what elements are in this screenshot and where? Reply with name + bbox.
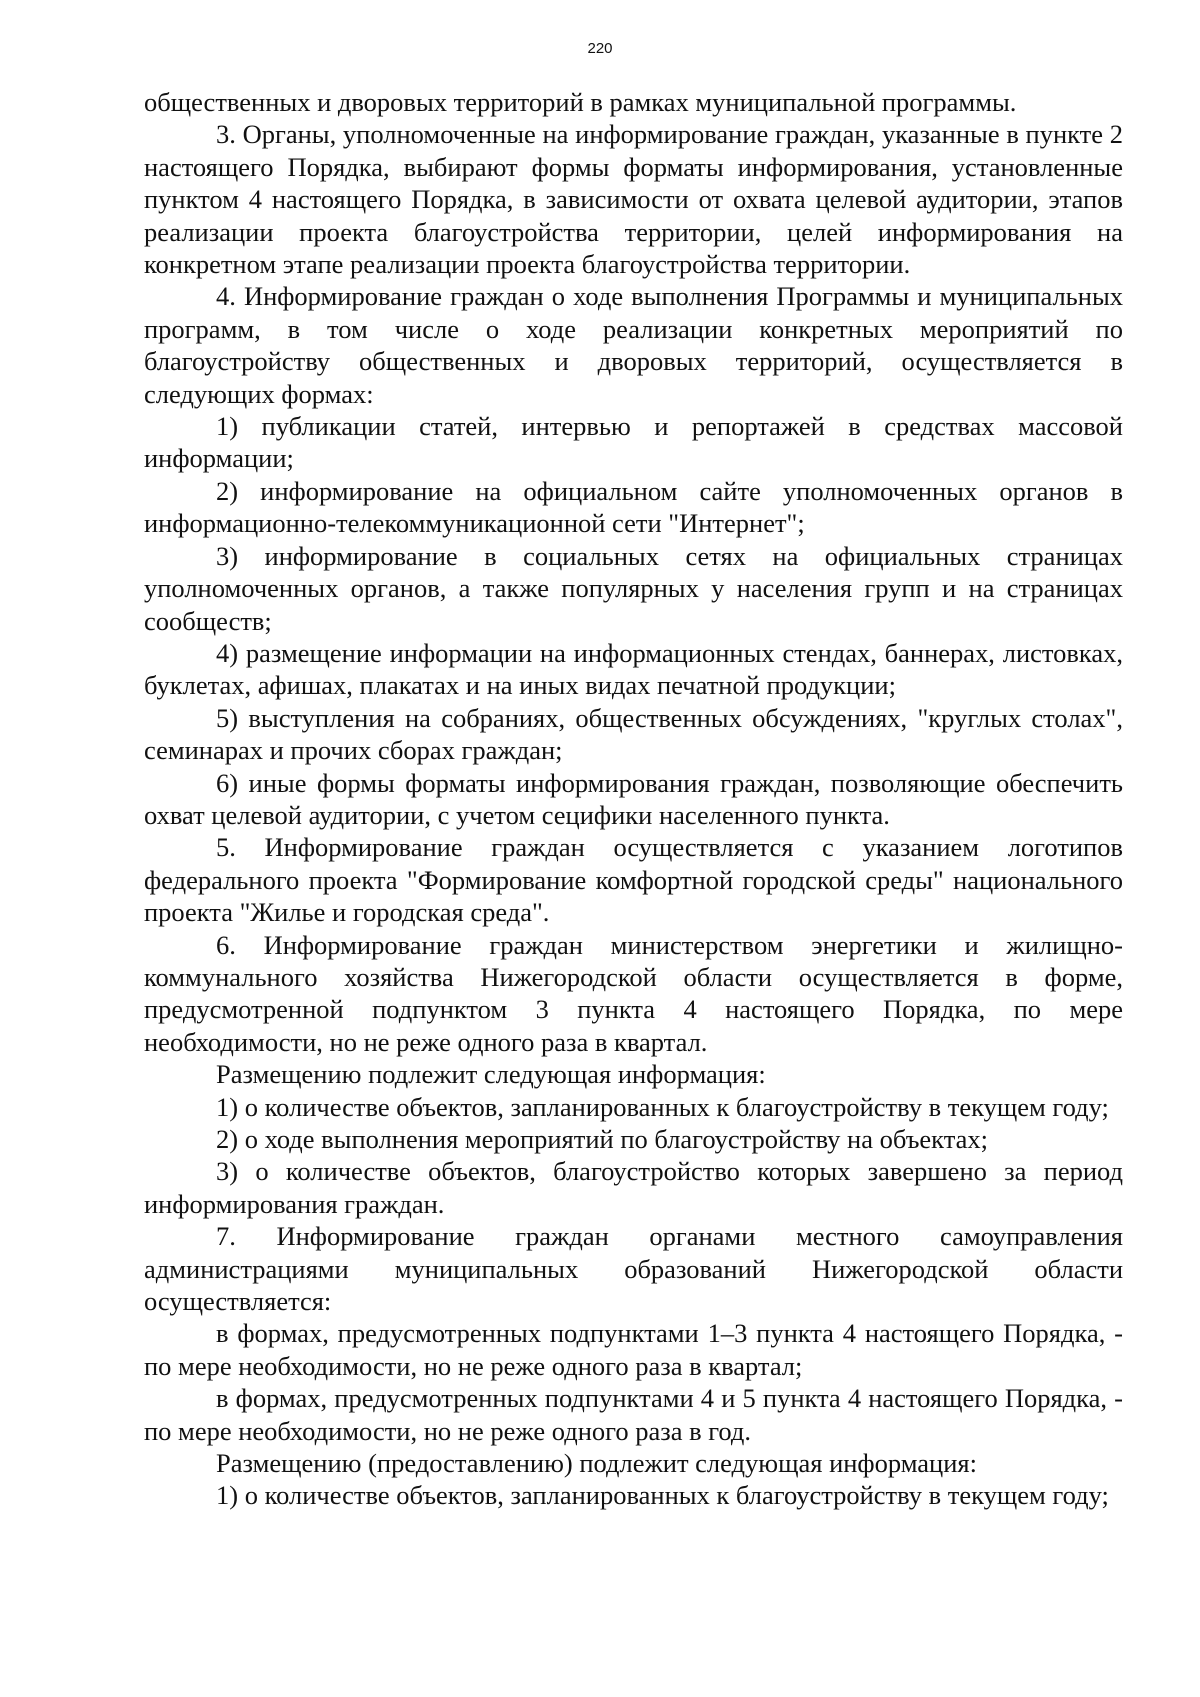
subitem-7-1: 1) о количестве объектов, запланированных к благоустройству в текущем году; (216, 1480, 1109, 1511)
paragraph-info-heading-2: Размещению (предоставлению) подлежит следующая информация: (216, 1448, 977, 1479)
paragraph-item-4: 4. Информирование граждан о ходе выполнения Программы и муниципальных программ, в том числе о ходе реализации конкретных мероприятий по благоустройству общественных и дворовых территорий, осуществляется в следующих формах: (144, 281, 1123, 409)
subitem-6-1: 1) о количестве объектов, запланированных к благоустройству в текущем году; (216, 1091, 1109, 1122)
subitem-6-2: 2) о ходе выполнения мероприятий по благоустройству на объектах; (216, 1124, 988, 1154)
subitem-6-3: 3) о количестве объектов, благоустройство которых завершено за период информирования граждан. (144, 1156, 1123, 1219)
paragraph-continuation: общественных и дворовых территорий в рамках муниципальной программы. (144, 87, 1017, 117)
subitem-4-3: 3) информирование в социальных сетях на официальных страницах уполномоченных органов, а также популярных у населения групп и на страницах сообществ; (144, 540, 1123, 636)
paragraph-item-3: 3. Органы, уполномоченные на информирование граждан, указанные в пункте 2 настоящего Порядка, выбирают формы форматы информирования, установленные пунктом 4 настоящего Порядка, в зависимости от охвата целевой аудитории, этапов реализации проекта благоустройства территории, целей информирования на конкретном этапе реализации проекта благоустройства территории. (144, 119, 1123, 280)
paragraph-item-5: 5. Информирование граждан осуществляется с указанием логотипов федерального проекта "Формирование комфортной городской среды" национального проекта "Жилье и городская среда". (144, 832, 1123, 928)
paragraph-item-6: 6. Информирование граждан министерством энергетики и жилищно-коммунального хозяйства Нижегородской области осуществляется в форме, предусмотренной подпунктом 3 пункта 4 настоящего Порядка, по мере необходимости, но не реже одного раза в квартал. (144, 929, 1123, 1057)
page-number: 220 (587, 40, 613, 57)
subitem-4-5: 5) выступления на собраниях, общественных обсуждениях, "круглых столах", семинарах и прочих сборах граждан; (144, 702, 1123, 766)
subitem-4-6: 6) иные формы форматы информирования граждан, позволяющие обеспечить охват целевой аудитории, с учетом сецифики населенного пункта. (144, 767, 1123, 830)
subitem-4-1: 1) публикации статей, интервью и репортажей в средствах массовой информации; (144, 411, 1123, 474)
subitem-4-2: 2) информирование на официальном сайте уполномоченных органов в информационно-телекоммуникационной сети "Интернет"; (144, 475, 1123, 539)
subitem-4-4: 4) размещение информации на информационных стендах, баннерах, листовках, буклетах, афишах, плакатах и на иных видах печатной продукции; (144, 637, 1123, 701)
paragraph-item-7: 7. Информирование граждан органами местного самоуправления администрациями муниципальных образований Нижегородской области осуществляется: (144, 1221, 1123, 1317)
subitem-7-quarterly: в формах, предусмотренных подпунктами 1–3 пункта 4 настоящего Порядка, - по мере необходимости, но не реже одного раза в квартал; (144, 1318, 1123, 1381)
paragraph-info-heading: Размещению подлежит следующая информация: (216, 1059, 766, 1090)
document-text (144, 86, 1123, 1512)
subitem-7-yearly: в формах, предусмотренных подпунктами 4 и 5 пункта 4 настоящего Порядка, - по мере необходимости, но не реже одного раза в год. (144, 1383, 1123, 1446)
